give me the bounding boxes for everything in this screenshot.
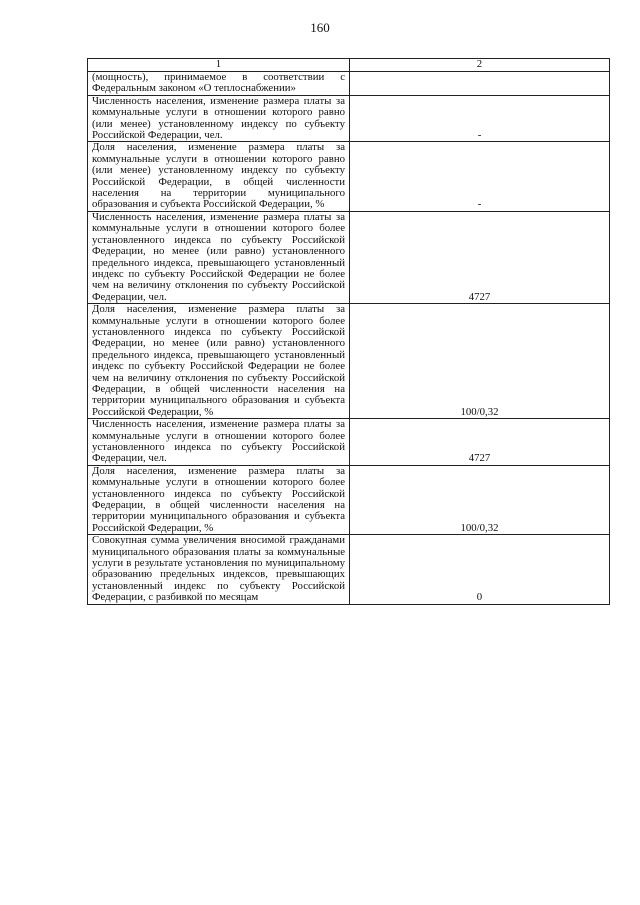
row-description: Численность населения, изменение размера платы за коммунальные услуги в отношении которого более установленного индекса по субъекту Российской Федерации, но менее (или равно) установленного предельного индекса, превышающего установленный индекс по субъекту Российской Федерации не более чем на величину отклонения по субъекту Российской Федерации, чел. [88,211,350,303]
row-description: Доля населения, изменение размера платы за коммунальные услуги в отношении которого более установленного индекса по субъекту Российской Федерации, в общей численности населения на территории муниципального образования и субъекта Российской Федерации, % [88,465,350,534]
table-row [88,535,610,604]
row-description: Численность населения, изменение размера платы за коммунальные услуги в отношении которого равно (или менее) установленному индексу по субъекту Российской Федерации, чел. [88,95,350,142]
table-row [88,419,610,466]
row-description: Доля населения, изменение размера платы за коммунальные услуги в отношении которого равно (или менее) установленному индексу по субъекту Российской Федерации, в общей численности населения на территории муниципального образования и субъекта Российской Федерации, % [88,142,350,211]
row-description: (мощность), принимаемое в соответствии с Федеральным законом «О теплоснабжении» [88,72,350,96]
table-row [88,304,610,419]
table-header-row [88,59,610,72]
table-row [88,465,610,534]
column-header-1: 1 [88,59,350,72]
table-row [88,72,610,96]
row-value: 100/0,32 [350,304,610,419]
row-description: Доля населения, изменение размера платы за коммунальные услуги в отношении которого более установленного индекса по субъекту Российской Федерации, но менее (или равно) установленного предельного индекса, превышающего установленный индекс по субъекту Российской Федерации не более чем на величину отклонения по субъекту Российской Федерации, в общей численности населения на территории муниципального образования и субъекта Российской Федерации, % [88,304,350,419]
table-row [88,95,610,142]
row-value: - [350,95,610,142]
row-description: Численность населения, изменение размера платы за коммунальные услуги в отношении которого более установленного индекса по субъекту Российской Федерации, чел. [88,419,350,466]
row-description: Совокупная сумма увеличения вносимой гражданами муниципального образования платы за коммунальные услуги в результате установления по муниципальному образованию предельных индексов, превышающих установленный индекс по субъекту Российской Федерации, с разбивкой по месяцам [88,535,350,604]
row-value: - [350,142,610,211]
row-value [350,72,610,96]
row-value: 4727 [350,211,610,303]
table-row [88,142,610,211]
data-table [87,58,610,605]
table-row [88,211,610,303]
row-value: 0 [350,535,610,604]
page-number: 160 [310,20,330,35]
column-header-2: 2 [350,59,610,72]
row-value: 100/0,32 [350,465,610,534]
row-value: 4727 [350,419,610,466]
